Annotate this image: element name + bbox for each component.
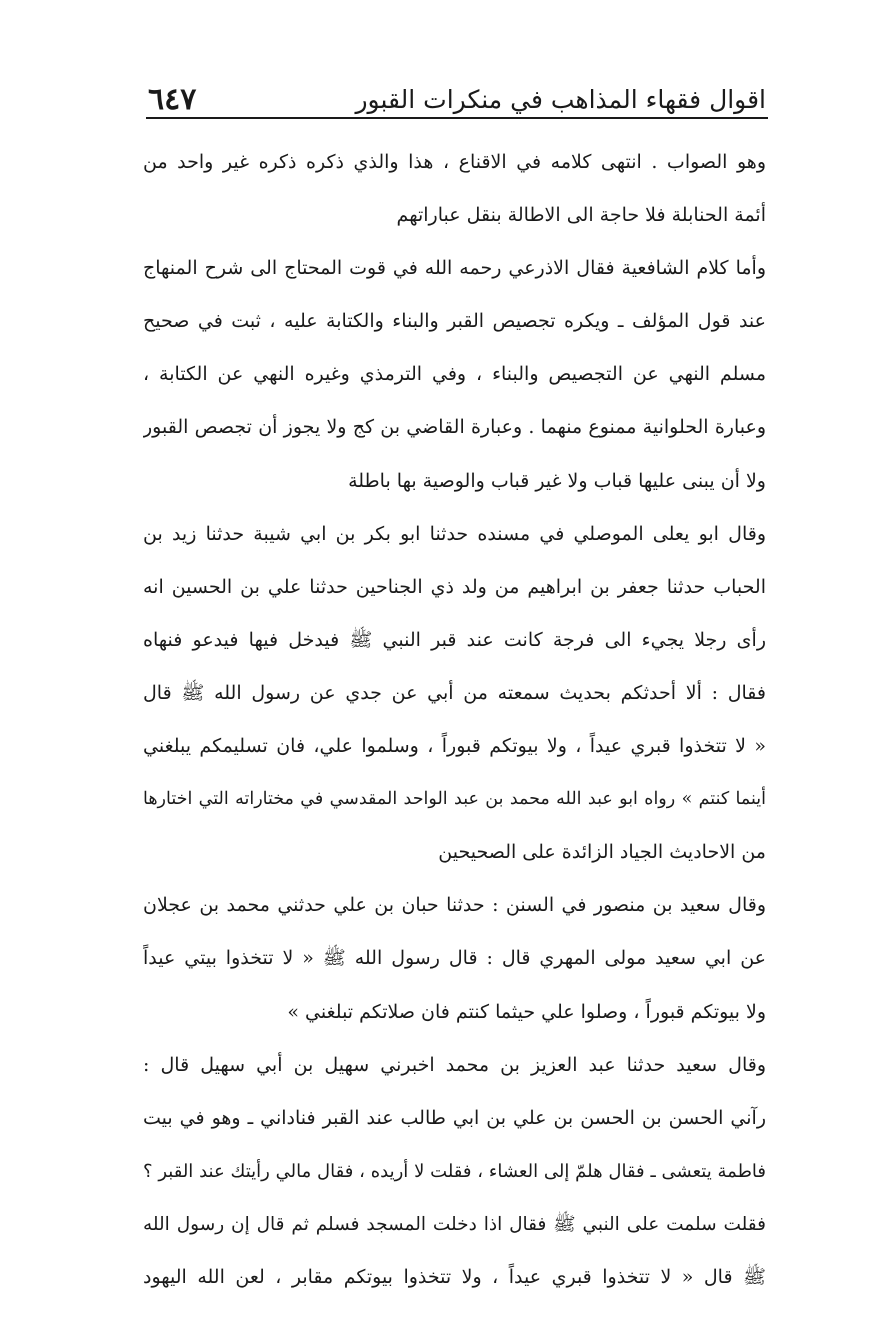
text-line: مسلم النهي عن التجصيص والبناء ، وفي الترمذي وغيره النهي عن الكتابة ، bbox=[143, 363, 766, 386]
page-number: ٦٤٧ bbox=[148, 82, 197, 117]
text-line: ولا بيوتكم قبوراً ، وصلوا علي حيثما كنتم فان صلاتكم تبلغني » bbox=[287, 1000, 766, 1023]
text-line: « لا تتخذوا قبري عيداً ، ولا بيوتكم قبوراً ، وسلموا علي، فان تسليمكم يبلغني bbox=[143, 735, 766, 758]
page-header bbox=[148, 72, 766, 116]
text-line: أينما كنتم » رواه ابو عبد الله محمد بن عبد الواحد المقدسي في مختاراته التي اختارها bbox=[143, 789, 766, 810]
text-line: ﷺ قال « لا تتخذوا قبري عيداً ، ولا تتخذوا بيوتكم مقابر ، لعن الله اليهود bbox=[143, 1265, 766, 1288]
text-line: عن ابي سعيد مولى المهري قال : قال رسول الله ﷺ « لا تتخذوا بيتي عيداً bbox=[143, 947, 766, 970]
text-line: أئمة الحنابلة فلا حاجة الى الاطالة بنقل عباراتهم bbox=[396, 204, 766, 227]
text-line: فاطمة يتعشى ـ فقال هلمّ إلى العشاء ، فقلت لا أريده ، فقال مالي رأيتك عند القبر ؟ bbox=[143, 1160, 766, 1182]
text-line: فقلت سلمت على النبي ﷺ فقال اذا دخلت المسجد فسلم ثم قال إن رسول الله bbox=[143, 1213, 766, 1235]
running-title: اقوال فقهاء المذاهب في منكرات القبور bbox=[355, 85, 766, 114]
text-line: وقال سعيد حدثنا عبد العزيز بن محمد اخبرني سهيل بن أبي سهيل قال : bbox=[143, 1053, 766, 1076]
text-line: رأى رجلا يجيء الى فرجة كانت عند قبر النبي ﷺ فيدخل فيها فيدعو فنهاه bbox=[143, 628, 766, 651]
text-line: رآني الحسن بن الحسن بن علي بن ابي طالب عند القبر فناداني ـ وهو في بيت bbox=[143, 1106, 766, 1129]
text-line: وقال ابو يعلى الموصلي في مسنده حدثنا ابو بكر بن ابي شيبة حدثنا زيد بن bbox=[143, 522, 766, 545]
header-divider bbox=[146, 117, 768, 119]
text-line: ولا أن يبنى عليها قباب ولا غير قباب والوصية بها باطلة bbox=[348, 469, 766, 492]
text-line: وعبارة الحلوانية ممنوع منهما . وعبارة القاضي بن كج ولا يجوز أن تجصص القبور bbox=[143, 416, 766, 439]
text-line: وأما كلام الشافعية فقال الاذرعي رحمه الله في قوت المحتاج الى شرح المنهاج bbox=[143, 257, 766, 280]
text-line: وهو الصواب . انتهى كلامه في الاقناع ، هذا والذي ذكره ذكره غير واحد من bbox=[143, 151, 766, 173]
text-line: الحباب حدثنا جعفر بن ابراهيم من ولد ذي الجناحين حدثنا علي بن الحسين انه bbox=[143, 575, 766, 598]
text-line: عند قول المؤلف ـ ويكره تجصيص القبر والبناء والكتابة عليه ، ثبت في صحيح bbox=[143, 310, 766, 333]
text-line: من الاحاديث الجياد الزائدة على الصحيحين bbox=[438, 841, 766, 864]
text-line: فقال : ألا أحدثكم بحديث سمعته من أبي عن جدي عن رسول الله ﷺ قال bbox=[143, 681, 766, 704]
text-line: وقال سعيد بن منصور في السنن : حدثنا حبان بن علي حدثني محمد بن عجلان bbox=[143, 894, 766, 917]
body-text bbox=[143, 136, 766, 1304]
